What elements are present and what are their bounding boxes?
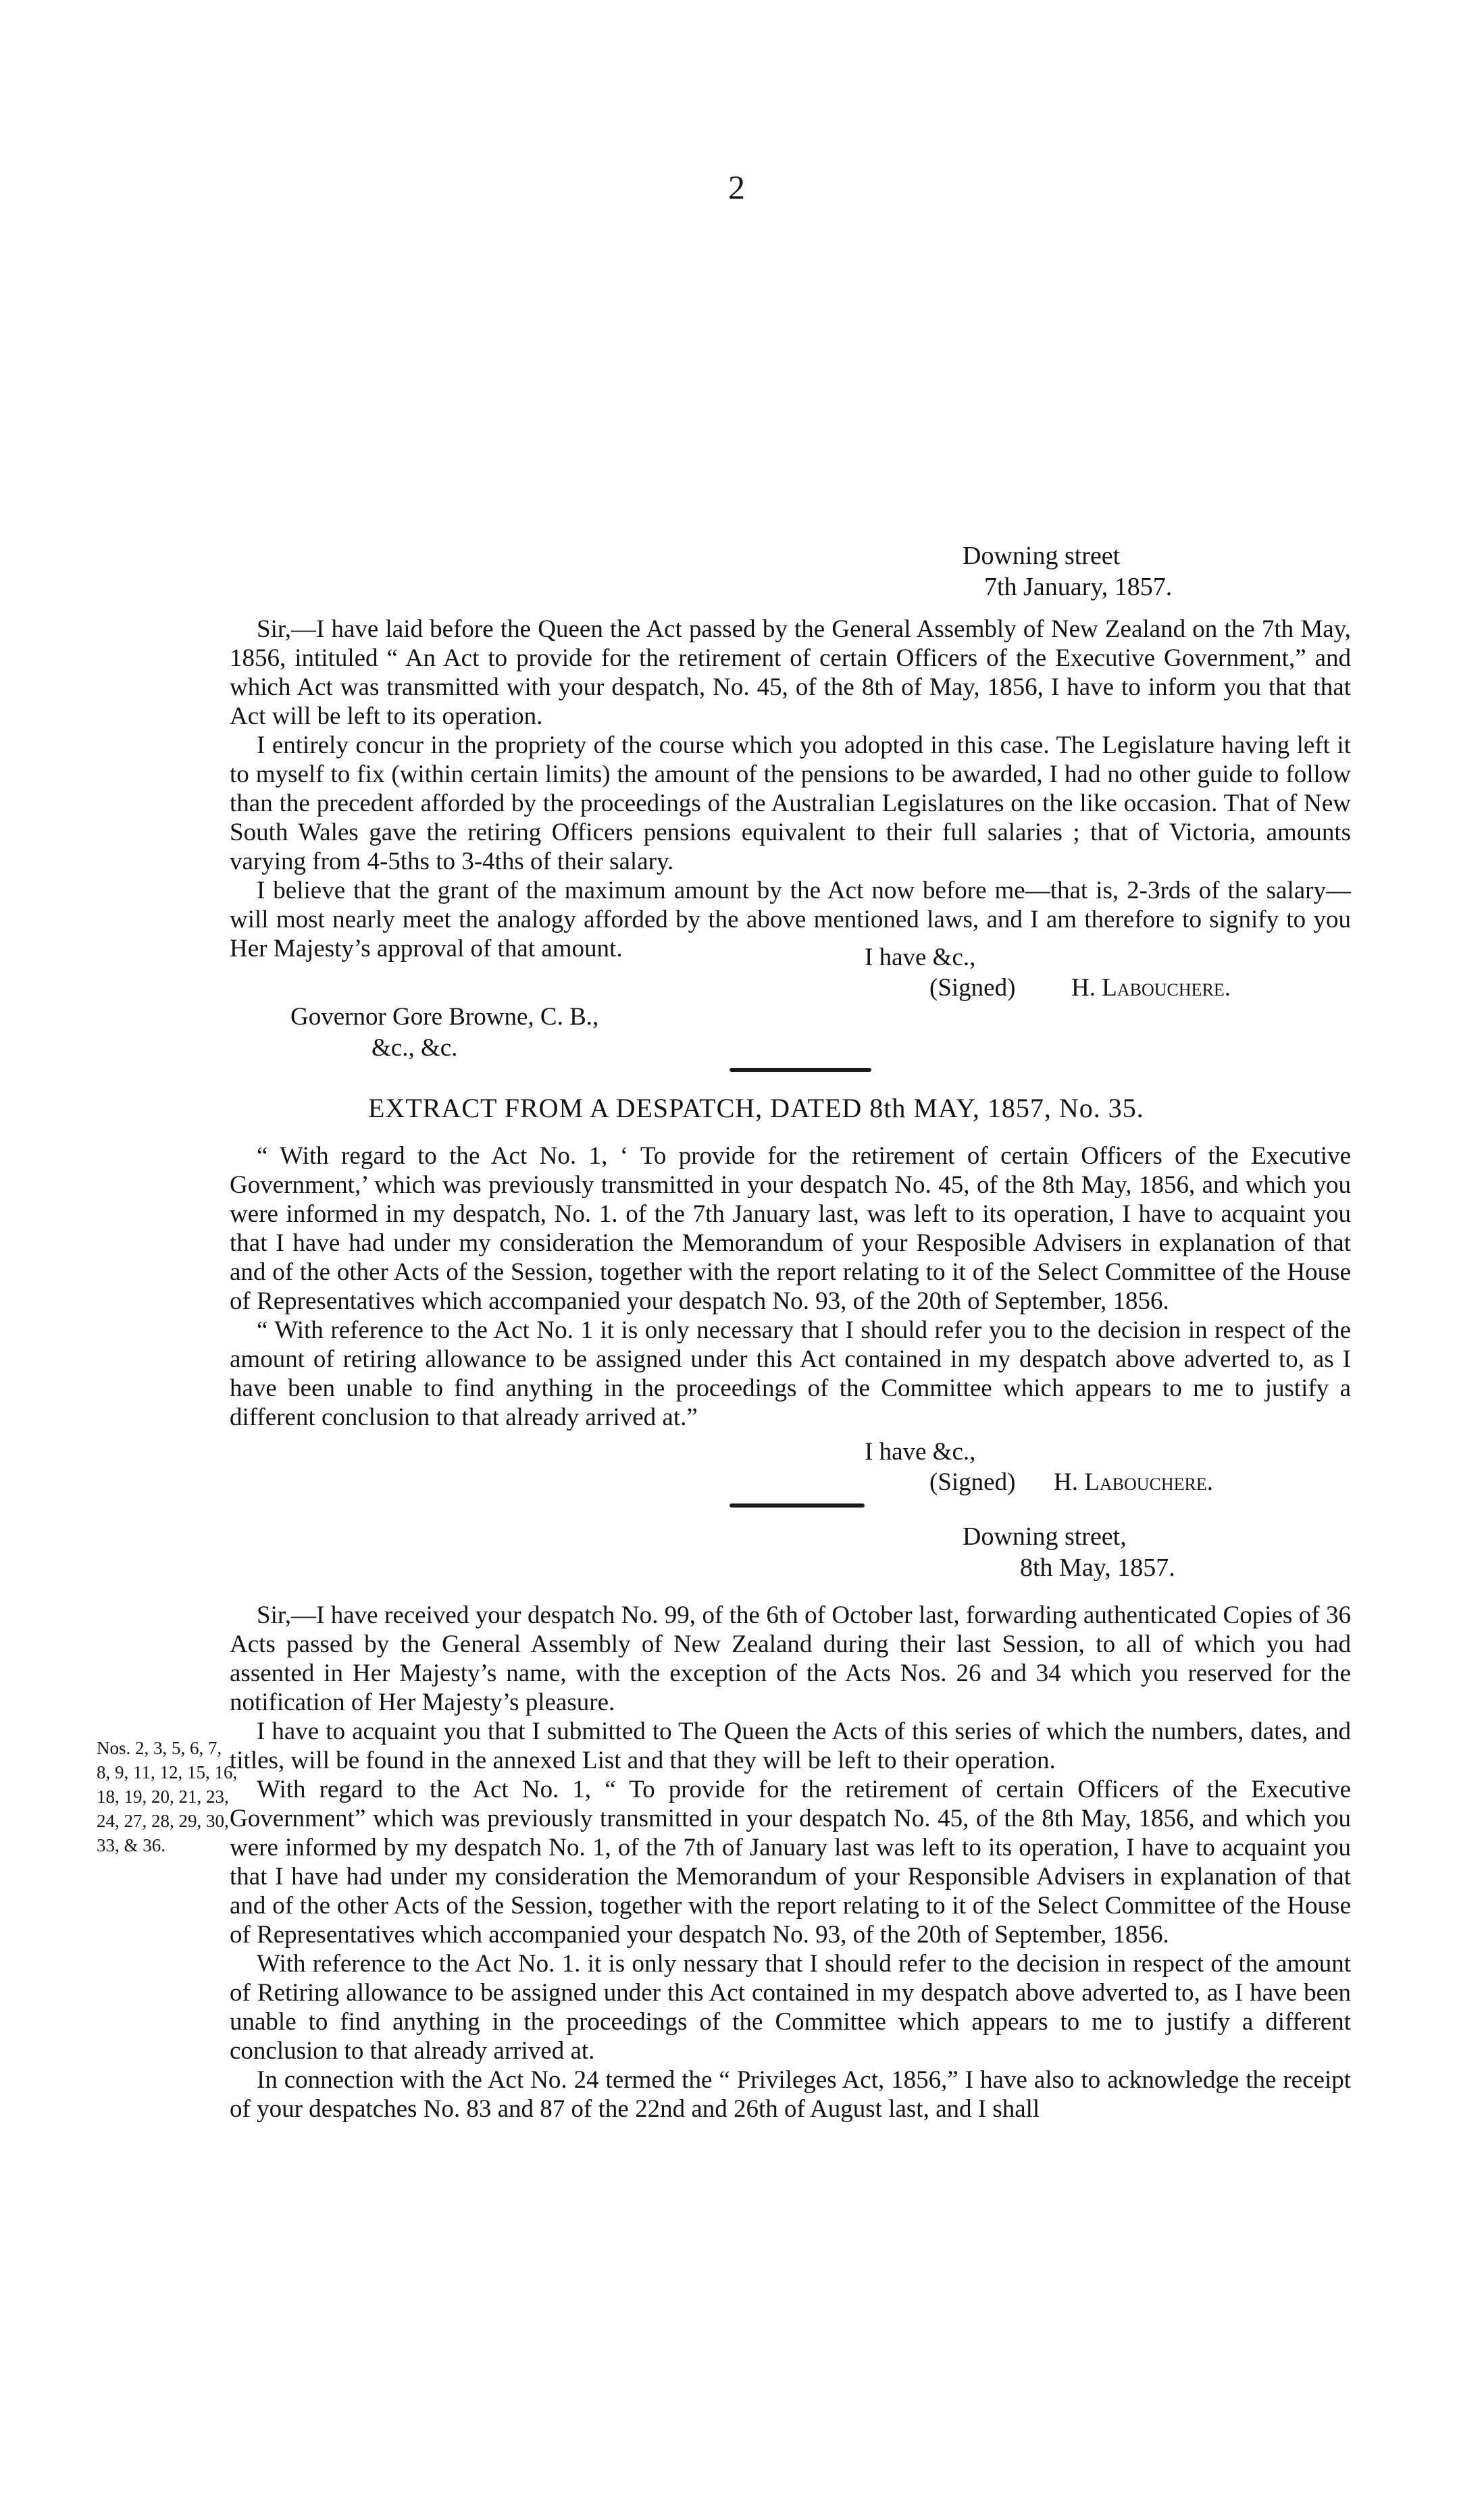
addressee-line1: Governor Gore Browne, C. B., — [290, 1003, 599, 1031]
page-number: 2 — [728, 168, 745, 206]
letter2-paragraph: With regard to the Act No. 1, “ To provide for the retirement of certain Officers of the Executive Government” which was previously transmitted in your despatch No. 45, of the 8th May, 1856, and which you were informed by my despatch No. 1, of the 7th of January last was left to its operation, I have to acquaint you that I have had under my consideration the Memorandum of your Responsible Advisers in explanation of that and of the other Acts of the Session, together with the report relating to it of the Select Committee of the House of Representatives which accompanied your despatch No. 93, of the 20th of September, 1856. — [230, 1776, 1351, 1949]
letter1-paragraph: I believe that the grant of the maximum amount by the Act now before me—that is, 2-3rds of the salary—will most nearly meet the analogy afforded by the above mentioned laws, and I am therefore to signify to you Her Majesty’s approval of that amount. — [230, 877, 1351, 962]
extract-signed: (Signed) — [929, 1468, 1016, 1496]
letter1-paragraph: Sir,—I have laid before the Queen the Act passed by the General Assembly of New Zealand on the 7th May, 1856, intituled “ An Act to provide for the retirement of certain Officers of the Executive Government,” and which Act was transmitted with your despatch, No. 45, of the 8th of May, 1856, I have to inform you that that Act will be left to its operation. — [230, 615, 1351, 730]
letter1-closing: I have &c., — [865, 944, 976, 971]
letter2-dateline — [963, 1521, 1175, 1583]
letter1-signed: (Signed) — [929, 974, 1016, 1002]
letter2-place: Downing street, — [963, 1522, 1127, 1551]
letter2-paragraph: In connection with the Act No. 24 termed the “ Privileges Act, 1856,” I have also to acknowledge the receipt of your despatches No. 83 and 87 of the 22nd and 26th of August last, and I shall — [230, 2066, 1351, 2123]
extract-heading: EXTRACT FROM A DESPATCH, DATED 8th MAY, 1857, No. 35. — [368, 1093, 1144, 1123]
section-divider — [730, 1503, 865, 1508]
section-divider — [730, 1068, 871, 1072]
letter1-body — [230, 615, 1351, 963]
letter1-addressee — [290, 1002, 598, 1064]
letter2-date: 8th May, 1857. — [1020, 1553, 1175, 1582]
letter2-paragraph: I have to acquaint you that I submitted to The Queen the Acts of this series of which the numbers, dates, and titles, will be found in the annexed List and that they will be left to their operation. — [230, 1718, 1351, 1774]
letter1-signatory: H. Labouchere. — [1071, 974, 1231, 1002]
letter2-paragraph: With reference to the Act No. 1. it is only nessary that I should refer to the decision in respect of the amount of Retiring allowance to be assigned under this Act contained in my despatch above adverted to, as I have been unable to find anything in the proceedings of the Committee which appears to me to justify a different conclusion to that already arrived at. — [230, 1950, 1351, 2065]
extract-closing: I have &c., — [865, 1438, 976, 1466]
letter1-dateline — [963, 540, 1172, 602]
extract-signatory: H. Labouchere. — [1054, 1468, 1213, 1496]
addressee-line2: &c., &c. — [372, 1034, 458, 1062]
margin-note: Nos. 2, 3, 5, 6, 7, 8, 9, 11, 12, 15, 16, 18, 19, 20, 21, 23, 24, 27, 28, 29, 30, 33, & 36. — [97, 1738, 238, 1855]
letter1-place: Downing street — [963, 542, 1121, 570]
letter1-paragraph: I entirely concur in the propriety of the course which you adopted in this case. The Legislature having left it to myself to fix (within certain limits) the amount of the pensions to be awarded, I had no other guide to follow than the precedent afforded by the proceedings of the Australian Legislatures on the like occasion. That of New South Wales gave the retiring Officers pensions equivalent to their full salaries ; that of Victoria, amounts varying from 4-5ths to 3-4ths of their salary. — [230, 731, 1351, 875]
extract-paragraph: “ With regard to the Act No. 1, ‘ To provide for the retirement of certain Officers of the Executive Government,’ which was previously transmitted in your despatch No. 45, of the 8th May, 1856, and which you were informed in my despatch, No. 1. of the 7th January last, was left to its operation, I have to acquaint you that I have had under my consideration the Memorandum of your Resposible Advisers in explanation of that and of the other Acts of the Session, together with the report relating to it of the Select Committee of the House of Representatives which accompanied your despatch No. 93, of the 20th of September, 1856. — [230, 1142, 1351, 1315]
extract-paragraph: “ With reference to the Act No. 1 it is only necessary that I should refer you to the decision in respect of the amount of retiring allowance to be assigned under this Act contained in my despatch above adverted to, as I have been unable to find anything in the proceedings of the Committee which appears to me to justify a different conclusion to that already arrived at.” — [230, 1316, 1351, 1431]
letter1-date: 7th January, 1857. — [984, 573, 1173, 601]
extract-body — [230, 1141, 1351, 1432]
letter2-paragraph: Sir,—I have received your despatch No. 99, of the 6th of October last, forwarding authenticated Copies of 36 Acts passed by the General Assembly of New Zealand during their last Session, to all of which you had assented in Her Majesty’s name, with the exception of the Acts Nos. 26 and 34 which you reserved for the notification of Her Majesty’s pleasure. — [230, 1601, 1351, 1716]
letter2-body — [230, 1601, 1351, 2124]
